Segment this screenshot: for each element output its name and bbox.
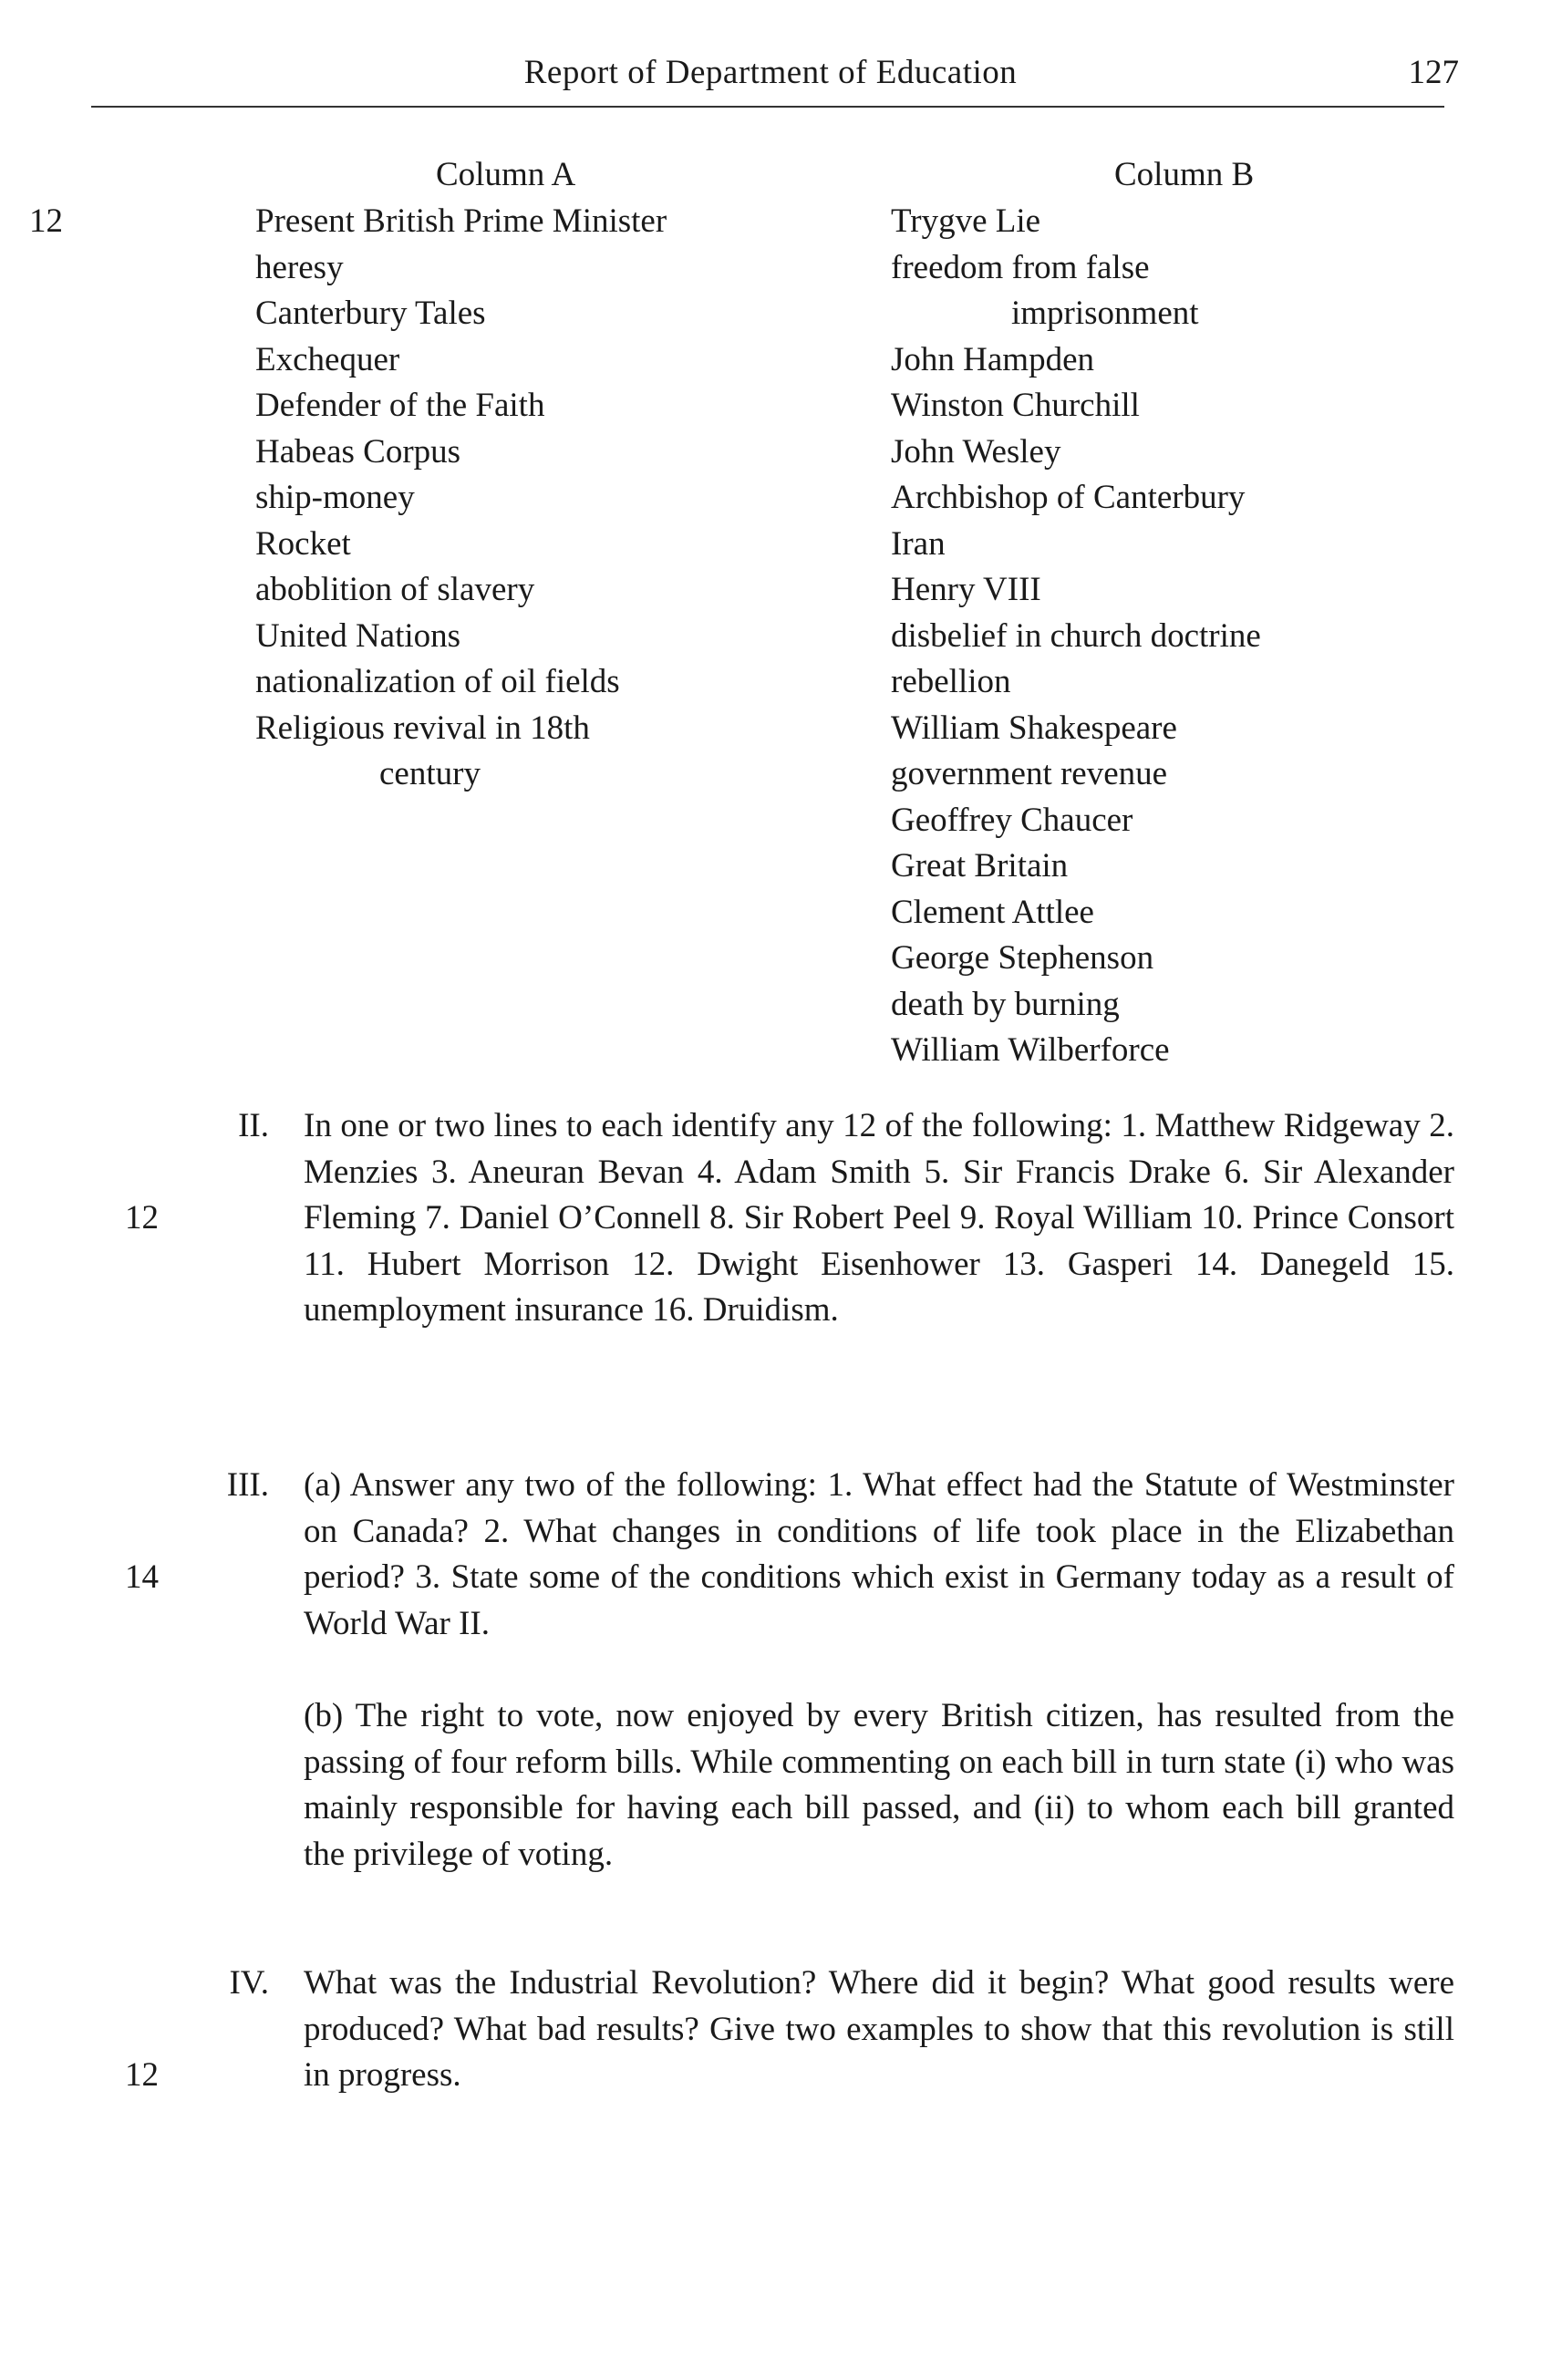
section-ii-text: In one or two lines to each identify any 12 of the following: 1. Matthew Ridgeway 2. Menzies 3. Aneuran Bevan 4. Adam Smith 5. Sir Francis Drake 6. Sir Alexander Fleming 7. Daniel O’Connell 8. Sir Robert Peel 9. Royal William 10. Prince Consort 11. Hubert Morrison 12. Dwight Eisenhower 13. Gasperi 14. Danegeld 15. unemployment insurance 16. Druidism. [304,1107,1454,1329]
page-number: 127 [1408,54,1459,91]
header-rule [91,106,1444,108]
section-iii-marks: 14 [125,1558,159,1596]
section-iv-marks: 12 [125,2056,159,2094]
column-b-heading: Column B [1114,156,1255,193]
column-b-item: Trygve Lie [891,202,1041,240]
column-a-item: Defender of the Faith [255,387,545,424]
column-b-item: Archbishop of Canterbury [891,479,1246,516]
column-a-item: aboblition of slavery [255,571,535,608]
column-b-item: imprisonment [1011,295,1199,332]
column-a-list [255,199,667,798]
column-b-item: rebellion [891,663,1011,700]
column-a-item: Rocket [255,524,351,563]
column-b-item: John Wesley [891,432,1061,471]
section-iv-text: What was the Industrial Revolution? Where did it begin? What good results were produced? What bad results? Give two examples to show that this revolution is still in progress. [304,1964,1454,2094]
column-b-list [891,199,1261,1074]
column-b-item: William Shakespeare [891,709,1177,747]
section-iii-part-b: (b) The right to vote, now enjoyed by every British citizen, has resulted from the passing of four reform bills. While commenting on each bill in turn state (i) who was mainly responsible for having each bill passed, and (ii) to whom each bill granted the privilege of voting. [304,1697,1454,1873]
column-b-item: Winston Churchill [891,387,1140,424]
running-header-title: Report of Department of Education [523,54,1018,91]
section-iii-numeral: III. [226,1466,269,1504]
column-b-item: death by burning [891,985,1120,1023]
column-b-item: William Wilberforce [891,1031,1170,1069]
section-iv-numeral: IV. [229,1964,269,2002]
column-a-item: century [379,755,481,792]
column-b-item: disbelief in church doctrine [891,616,1261,655]
column-a-item: nationalization of oil fields [255,663,620,700]
section-ii-numeral: II. [238,1107,269,1144]
column-b-item: government revenue [891,755,1168,792]
column-a-item: Religious revival in 18th [255,709,590,747]
column-a-item: Exchequer [255,340,400,378]
column-b-item: John Hampden [891,340,1094,378]
column-b-item: Geoffrey Chaucer [891,801,1133,839]
column-a-item: heresy [255,248,344,286]
section-ii-marks: 12 [125,1199,159,1237]
column-b-item: Great Britain [891,847,1069,885]
column-a-item: ship-money [255,479,415,516]
column-b-item: Iran [891,524,946,563]
section-iii-part-a: (a) Answer any two of the following: 1. What effect had the Statute of Westminster on Canada? 2. What changes in conditions of life took place in the Elizabethan period? 3. State some of the conditions which exist in Germany today as a result of World War II. [304,1466,1454,1642]
column-b-item: Clement Attlee [891,893,1094,931]
column-a-item: Canterbury Tales [255,295,486,332]
column-b-item: Henry VIII [891,571,1041,608]
column-a-item: Habeas Corpus [255,432,461,471]
column-b-item: George Stephenson [891,939,1154,977]
column-a-heading: Column A [436,156,576,193]
column-b-item: freedom from false [891,248,1150,286]
column-a-item: Present British Prime Minister [255,202,667,240]
section-i-marks: 12 [29,202,63,240]
column-a-item: United Nations [255,616,461,655]
